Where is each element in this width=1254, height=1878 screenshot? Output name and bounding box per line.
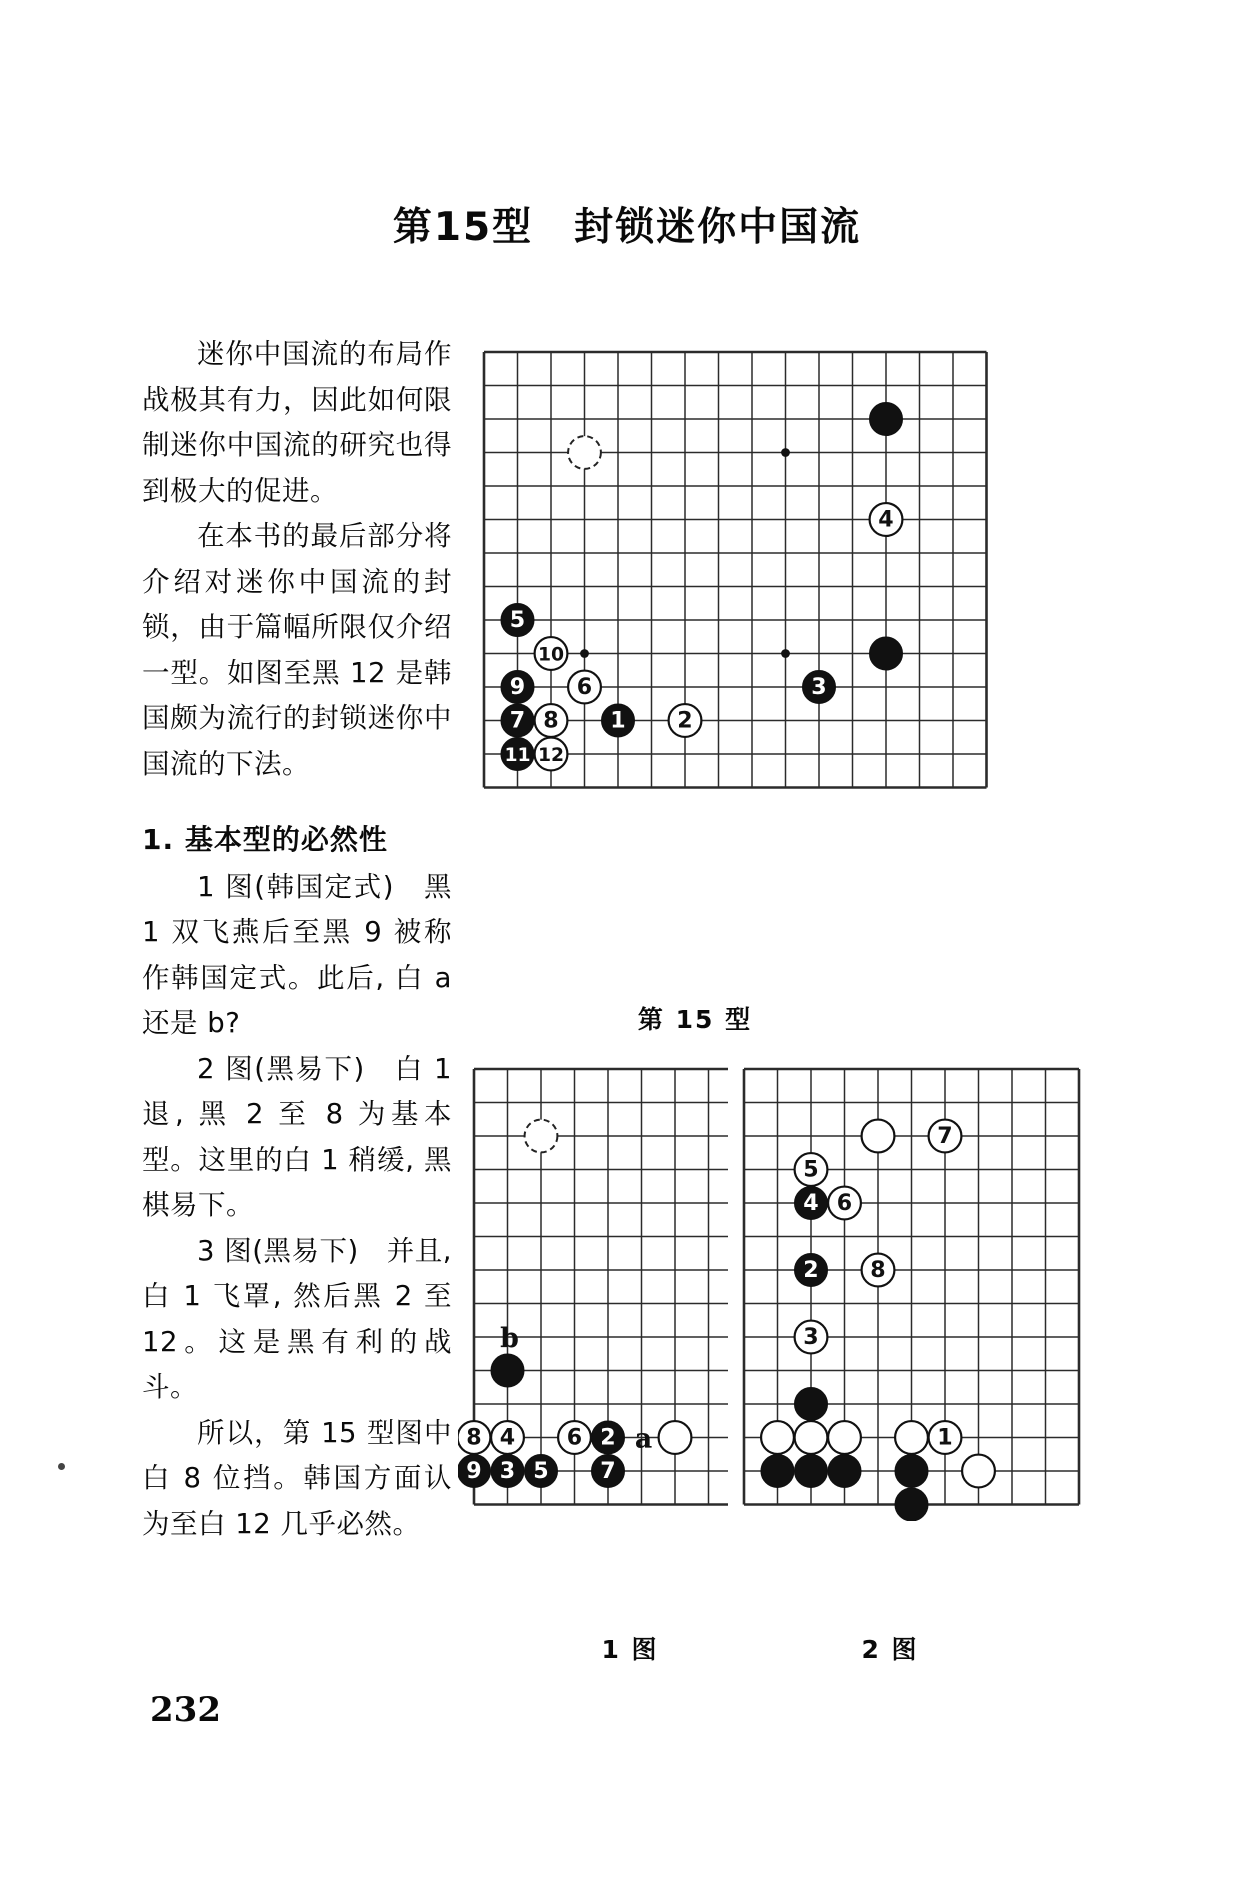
paragraph-1: 迷你中国流的布局作战极其有力，因此如何限制迷你中国流的研究也得到极大的促进。 [142, 338, 452, 507]
stone-label: 6 [576, 673, 593, 700]
go-stone [491, 1455, 524, 1488]
go-stone [501, 738, 534, 771]
go-stone [761, 1455, 794, 1488]
go-stone [558, 1421, 591, 1454]
stone-label: 8 [466, 1424, 482, 1451]
board-marker: a [634, 1423, 653, 1455]
go-board-grid [728, 1053, 1095, 1521]
go-board-grid [466, 334, 1005, 806]
stone-label: 4 [878, 506, 894, 533]
go-stone [795, 1187, 828, 1220]
stone-label: 4 [803, 1189, 819, 1216]
stone-label: 2 [677, 707, 693, 734]
stone-label: 5 [509, 606, 526, 633]
stone-label: 3 [811, 673, 827, 700]
go-stone [501, 671, 534, 704]
section-heading: 1. 基本型的必然性 [142, 823, 388, 856]
go-stone [862, 1254, 895, 1287]
go-stone [828, 1455, 861, 1488]
page-title: 第15型 封锁迷你中国流 [392, 205, 862, 250]
go-stone [525, 1120, 558, 1153]
go-stone [895, 1421, 928, 1454]
go-stone [535, 637, 568, 670]
paragraph-3: 1 图(韩国定式) 黑 1 双飞燕后至黑 9 被称作韩国定式。此后, 白 a 还是 b? [142, 870, 452, 1039]
board-marker: b [500, 1323, 519, 1355]
go-stone [870, 403, 903, 436]
stone-label: 5 [803, 1156, 819, 1183]
diagram-figure-2-caption: 2 图 [861, 1635, 919, 1664]
go-stone [895, 1488, 928, 1520]
go-stone [870, 637, 903, 670]
star-point [580, 649, 589, 658]
go-stone [592, 1455, 625, 1488]
go-stone [795, 1455, 828, 1488]
go-stone [929, 1421, 962, 1454]
stone-label: 7 [937, 1122, 953, 1149]
stone-label: 1 [937, 1424, 953, 1451]
stone-label: 1 [610, 707, 626, 734]
go-stone [862, 1120, 895, 1153]
go-stone [568, 671, 601, 704]
go-stone [501, 604, 534, 637]
paragraph-2: 在本书的最后部分将介绍对迷你中国流的封锁，由于篇幅所限仅介绍一型。如图至黑 12 是韩国颇为流行的封锁迷你中国流的下法。 [142, 520, 452, 780]
stone-label: 3 [803, 1323, 819, 1350]
stone-label: 2 [600, 1424, 616, 1451]
go-stone [458, 1421, 490, 1454]
stone-label: 7 [600, 1457, 616, 1484]
go-stone [803, 671, 836, 704]
go-stone [795, 1153, 828, 1186]
go-stone [458, 1455, 490, 1488]
stone-label: 10 [537, 644, 565, 666]
go-stone [501, 704, 534, 737]
go-stone [795, 1254, 828, 1287]
diagram-figure-1-caption: 1 图 [601, 1635, 659, 1664]
go-stone [795, 1321, 828, 1354]
stone-label: 6 [836, 1189, 853, 1216]
paragraph-6: 所以，第 15 型图中白 8 位挡。韩国方面认为至白 12 几乎必然。 [142, 1416, 452, 1540]
diagram-figure-2 [728, 1053, 1095, 1521]
diagram-main-position [466, 334, 1005, 806]
paragraph-4: 2 图(黑易下) 白 1 退, 黑 2 至 8 为基本型。这里的白 1 稍缓, 黑棋易下。 [142, 1052, 452, 1221]
go-stone [761, 1421, 794, 1454]
go-stone [592, 1421, 625, 1454]
body-text-column [142, 332, 452, 1547]
page-number: 232 [150, 1690, 221, 1730]
diagram-main-caption: 第 15 型 [637, 1005, 753, 1034]
go-stone [795, 1388, 828, 1421]
stone-label: 8 [543, 707, 559, 734]
stone-label: 7 [509, 707, 526, 734]
stone-label: 11 [504, 744, 531, 766]
stone-label: 6 [566, 1424, 583, 1451]
go-stone [602, 704, 635, 737]
go-stone [895, 1455, 928, 1488]
stone-label: 12 [537, 744, 565, 766]
go-stone [929, 1120, 962, 1153]
go-stone [870, 503, 903, 536]
star-point [781, 649, 790, 658]
go-stone [525, 1455, 558, 1488]
stone-label: 9 [466, 1457, 482, 1484]
stone-label: 2 [803, 1256, 819, 1283]
go-stone [491, 1354, 524, 1387]
dust-speck [58, 1463, 65, 1470]
go-stone [795, 1421, 828, 1454]
stone-label: 9 [509, 673, 526, 700]
go-stone [535, 738, 568, 771]
go-stone [535, 704, 568, 737]
stone-label: 4 [499, 1424, 516, 1451]
paragraph-5: 3 图(黑易下) 并且, 白 1 飞罩, 然后黑 2 至 12。这是黑有利的战斗。 [142, 1234, 452, 1403]
go-stone [828, 1187, 861, 1220]
stone-label: 3 [499, 1457, 516, 1484]
stone-label: 8 [870, 1256, 886, 1283]
go-stone [659, 1421, 692, 1454]
go-stone [491, 1421, 524, 1454]
star-point [781, 448, 790, 457]
stone-label: 5 [533, 1457, 549, 1484]
go-stone [568, 436, 601, 469]
go-stone [669, 704, 702, 737]
go-stone [962, 1455, 995, 1488]
go-stone [828, 1421, 861, 1454]
